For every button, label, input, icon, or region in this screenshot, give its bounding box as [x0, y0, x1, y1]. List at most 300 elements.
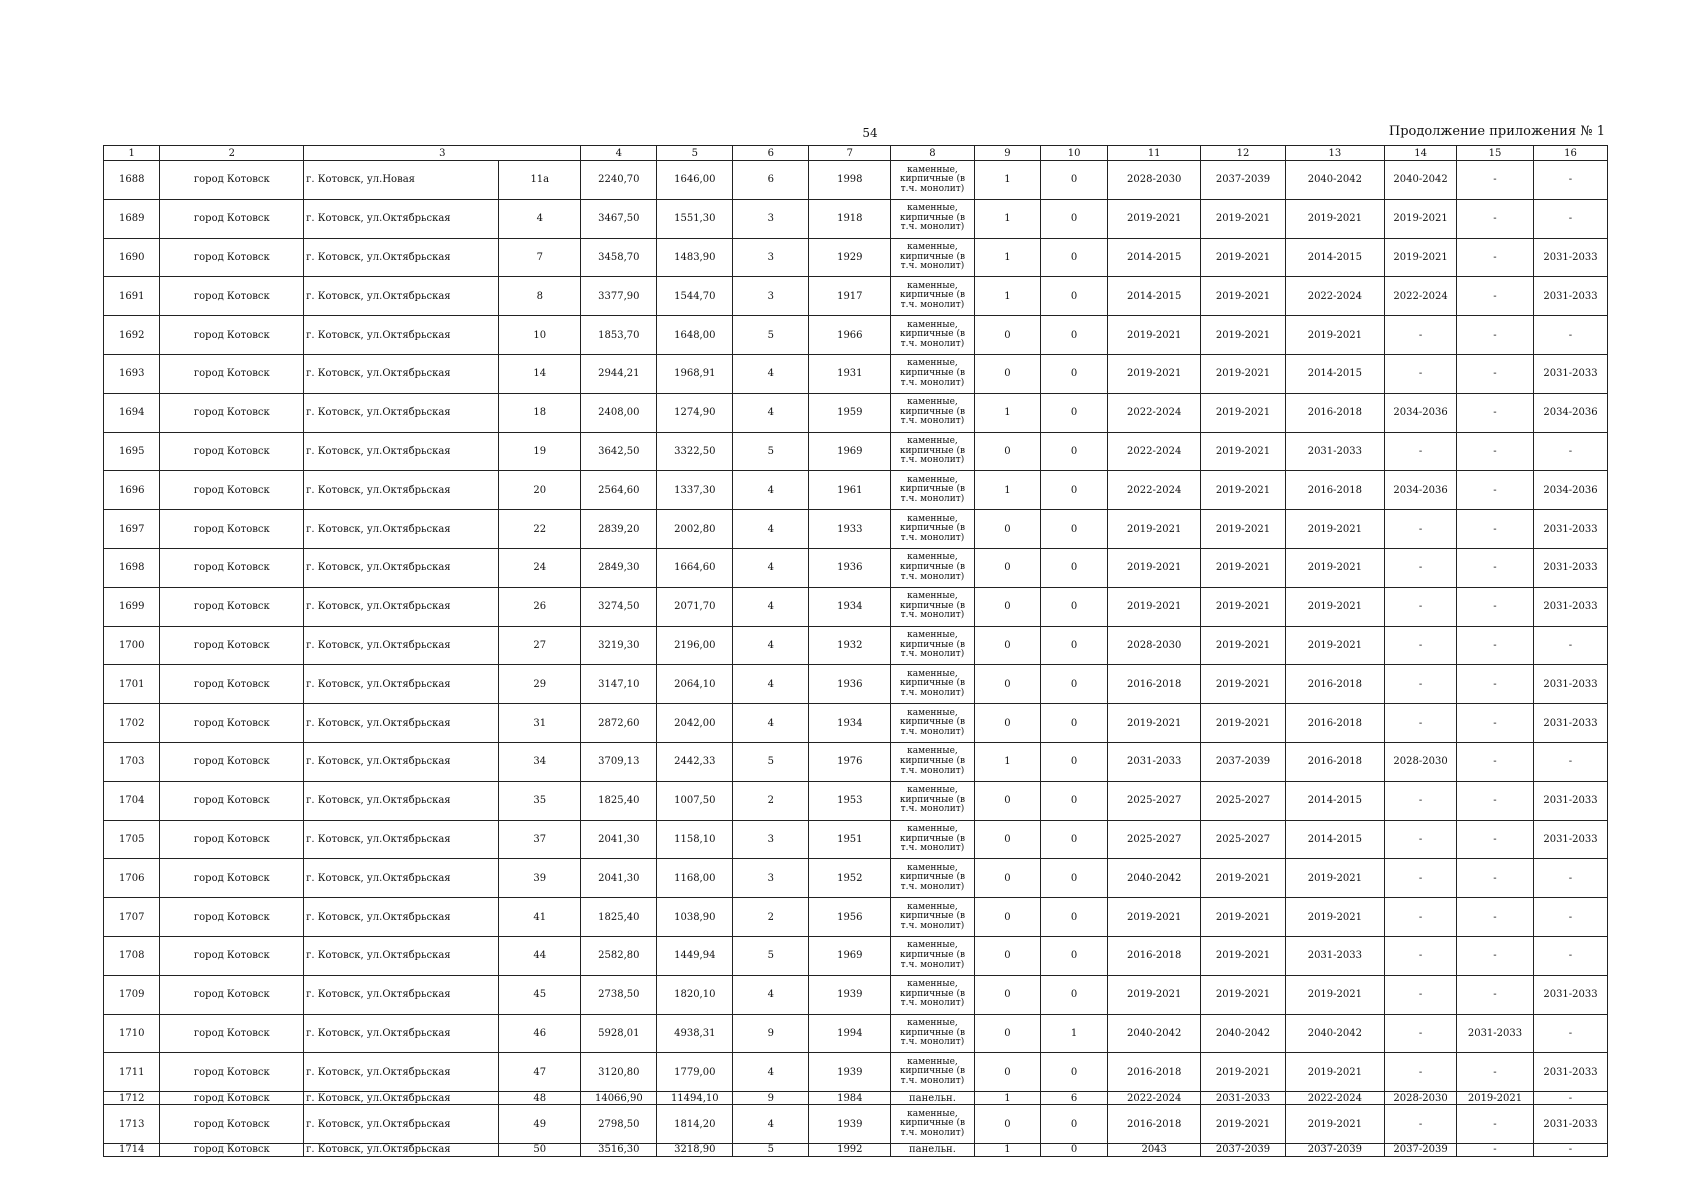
- column-header-15: 15: [1457, 146, 1534, 161]
- cell-c14: 2040-2042: [1385, 161, 1457, 200]
- cell-c1: 1706: [104, 859, 160, 898]
- table-row: [104, 975, 1608, 1014]
- cell-c11: 2019-2021: [1107, 354, 1200, 393]
- cell-c1: 1704: [104, 781, 160, 820]
- cell-c1: 1697: [104, 510, 160, 549]
- cell-c6: 4: [733, 975, 809, 1014]
- cell-c1: 1698: [104, 548, 160, 587]
- cell-c9: 0: [974, 936, 1041, 975]
- cell-c9: 1: [974, 161, 1041, 200]
- cell-c3b: 44: [499, 936, 581, 975]
- cell-c3a: г. Котовск, ул.Октябрьская: [304, 587, 499, 626]
- cell-c3a: г. Котовск, ул.Октябрьская: [304, 1105, 499, 1144]
- cell-c3a: г. Котовск, ул.Октябрьская: [304, 238, 499, 277]
- cell-c4: 2849,30: [581, 548, 657, 587]
- cell-c3a: г. Котовск, ул.Октябрьская: [304, 1014, 499, 1053]
- cell-c11: 2019-2021: [1107, 316, 1200, 355]
- cell-c11: 2022-2024: [1107, 1092, 1200, 1105]
- cell-c14: 2022-2024: [1385, 277, 1457, 316]
- cell-c8: каменные, кирпичные (в т.ч. монолит): [891, 548, 974, 587]
- cell-c14: -: [1385, 859, 1457, 898]
- housing-table: [103, 145, 1608, 1157]
- cell-c16: -: [1533, 859, 1607, 898]
- cell-c1: 1691: [104, 277, 160, 316]
- cell-c8: каменные, кирпичные (в т.ч. монолит): [891, 432, 974, 471]
- cell-c2: город Котовск: [160, 1053, 304, 1092]
- cell-c13: 2016-2018: [1285, 704, 1385, 743]
- cell-c6: 4: [733, 704, 809, 743]
- cell-c15: -: [1457, 548, 1534, 587]
- cell-c5: 3322,50: [657, 432, 733, 471]
- cell-c15: -: [1457, 704, 1534, 743]
- cell-c3a: г. Котовск, ул.Октябрьская: [304, 1053, 499, 1092]
- cell-c16: 2031-2033: [1533, 1105, 1607, 1144]
- cell-c15: -: [1457, 1053, 1534, 1092]
- cell-c8: каменные, кирпичные (в т.ч. монолит): [891, 277, 974, 316]
- cell-c16: -: [1533, 1143, 1607, 1156]
- cell-c8: каменные, кирпичные (в т.ч. монолит): [891, 936, 974, 975]
- cell-c15: -: [1457, 975, 1534, 1014]
- cell-c11: 2019-2021: [1107, 704, 1200, 743]
- cell-c11: 2028-2030: [1107, 161, 1200, 200]
- cell-c7: 1932: [809, 626, 891, 665]
- cell-c7: 1966: [809, 316, 891, 355]
- cell-c14: -: [1385, 587, 1457, 626]
- table-row: [104, 820, 1608, 859]
- cell-c2: город Котовск: [160, 975, 304, 1014]
- cell-c10: 0: [1041, 587, 1108, 626]
- cell-c7: 1939: [809, 1105, 891, 1144]
- cell-c15: -: [1457, 742, 1534, 781]
- cell-c14: -: [1385, 898, 1457, 937]
- cell-c4: 2240,70: [581, 161, 657, 200]
- cell-c4: 3467,50: [581, 199, 657, 238]
- cell-c10: 0: [1041, 820, 1108, 859]
- cell-c10: 0: [1041, 1143, 1108, 1156]
- cell-c10: 1: [1041, 1014, 1108, 1053]
- cell-c16: -: [1533, 199, 1607, 238]
- cell-c13: 2016-2018: [1285, 742, 1385, 781]
- cell-c13: 2016-2018: [1285, 471, 1385, 510]
- cell-c10: 0: [1041, 354, 1108, 393]
- cell-c5: 2442,33: [657, 742, 733, 781]
- cell-c16: 2031-2033: [1533, 1053, 1607, 1092]
- cell-c14: -: [1385, 704, 1457, 743]
- cell-c11: 2016-2018: [1107, 1105, 1200, 1144]
- cell-c1: 1707: [104, 898, 160, 937]
- cell-c3b: 26: [499, 587, 581, 626]
- column-header-8: 8: [891, 146, 974, 161]
- cell-c5: 1483,90: [657, 238, 733, 277]
- cell-c2: город Котовск: [160, 587, 304, 626]
- cell-c16: -: [1533, 742, 1607, 781]
- cell-c1: 1710: [104, 1014, 160, 1053]
- cell-c16: 2031-2033: [1533, 975, 1607, 1014]
- cell-c4: 14066,90: [581, 1092, 657, 1105]
- cell-c5: 2196,00: [657, 626, 733, 665]
- cell-c12: 2019-2021: [1201, 316, 1285, 355]
- cell-c16: 2031-2033: [1533, 238, 1607, 277]
- column-header-12: 12: [1201, 146, 1285, 161]
- cell-c11: 2016-2018: [1107, 665, 1200, 704]
- cell-c14: 2028-2030: [1385, 1092, 1457, 1105]
- cell-c6: 3: [733, 820, 809, 859]
- cell-c10: 0: [1041, 665, 1108, 704]
- cell-c3a: г. Котовск, ул.Октябрьская: [304, 354, 499, 393]
- cell-c16: 2034-2036: [1533, 471, 1607, 510]
- cell-c16: -: [1533, 898, 1607, 937]
- cell-c4: 1825,40: [581, 898, 657, 937]
- cell-c6: 2: [733, 781, 809, 820]
- table-row: [104, 587, 1608, 626]
- cell-c6: 4: [733, 510, 809, 549]
- cell-c13: 2019-2021: [1285, 316, 1385, 355]
- cell-c10: 0: [1041, 393, 1108, 432]
- cell-c10: 0: [1041, 432, 1108, 471]
- cell-c14: 2019-2021: [1385, 238, 1457, 277]
- cell-c12: 2019-2021: [1201, 199, 1285, 238]
- table-row: [104, 432, 1608, 471]
- column-header-1: 1: [104, 146, 160, 161]
- cell-c5: 1544,70: [657, 277, 733, 316]
- cell-c1: 1690: [104, 238, 160, 277]
- cell-c15: -: [1457, 471, 1534, 510]
- cell-c8: каменные, кирпичные (в т.ч. монолит): [891, 898, 974, 937]
- cell-c8: каменные, кирпичные (в т.ч. монолит): [891, 1053, 974, 1092]
- cell-c3b: 49: [499, 1105, 581, 1144]
- cell-c6: 4: [733, 548, 809, 587]
- cell-c15: -: [1457, 898, 1534, 937]
- cell-c2: город Котовск: [160, 859, 304, 898]
- cell-c3b: 19: [499, 432, 581, 471]
- cell-c3b: 50: [499, 1143, 581, 1156]
- table-row: [104, 742, 1608, 781]
- cell-c12: 2019-2021: [1201, 704, 1285, 743]
- cell-c11: 2016-2018: [1107, 936, 1200, 975]
- cell-c6: 2: [733, 898, 809, 937]
- cell-c11: 2019-2021: [1107, 199, 1200, 238]
- cell-c7: 1998: [809, 161, 891, 200]
- cell-c16: -: [1533, 432, 1607, 471]
- cell-c10: 0: [1041, 626, 1108, 665]
- cell-c1: 1701: [104, 665, 160, 704]
- cell-c3a: г. Котовск, ул.Октябрьская: [304, 277, 499, 316]
- cell-c1: 1708: [104, 936, 160, 975]
- cell-c3b: 24: [499, 548, 581, 587]
- cell-c1: 1688: [104, 161, 160, 200]
- cell-c3a: г. Котовск, ул.Октябрьская: [304, 704, 499, 743]
- cell-c3b: 8: [499, 277, 581, 316]
- cell-c7: 1936: [809, 665, 891, 704]
- cell-c2: город Котовск: [160, 316, 304, 355]
- cell-c1: 1711: [104, 1053, 160, 1092]
- column-header-14: 14: [1385, 146, 1457, 161]
- cell-c9: 1: [974, 238, 1041, 277]
- cell-c10: 0: [1041, 238, 1108, 277]
- cell-c5: 1646,00: [657, 161, 733, 200]
- cell-c13: 2019-2021: [1285, 626, 1385, 665]
- cell-c4: 3219,30: [581, 626, 657, 665]
- cell-c16: 2031-2033: [1533, 665, 1607, 704]
- cell-c11: 2019-2021: [1107, 898, 1200, 937]
- cell-c1: 1705: [104, 820, 160, 859]
- cell-c9: 0: [974, 626, 1041, 665]
- cell-c3a: г. Котовск, ул.Октябрьская: [304, 316, 499, 355]
- cell-c1: 1703: [104, 742, 160, 781]
- cell-c13: 2014-2015: [1285, 820, 1385, 859]
- cell-c12: 2037-2039: [1201, 1143, 1285, 1156]
- cell-c12: 2019-2021: [1201, 859, 1285, 898]
- cell-c14: -: [1385, 316, 1457, 355]
- cell-c13: 2014-2015: [1285, 354, 1385, 393]
- cell-c14: -: [1385, 354, 1457, 393]
- cell-c12: 2019-2021: [1201, 510, 1285, 549]
- cell-c11: 2019-2021: [1107, 587, 1200, 626]
- column-number-header: [104, 146, 1608, 161]
- cell-c8: каменные, кирпичные (в т.ч. монолит): [891, 1014, 974, 1053]
- table-row: [104, 626, 1608, 665]
- cell-c11: 2016-2018: [1107, 1053, 1200, 1092]
- cell-c2: город Котовск: [160, 510, 304, 549]
- cell-c7: 1933: [809, 510, 891, 549]
- cell-c14: -: [1385, 626, 1457, 665]
- table-row: [104, 1053, 1608, 1092]
- cell-c2: город Котовск: [160, 1143, 304, 1156]
- cell-c4: 3274,50: [581, 587, 657, 626]
- cell-c14: -: [1385, 820, 1457, 859]
- cell-c11: 2043: [1107, 1143, 1200, 1156]
- cell-c6: 3: [733, 277, 809, 316]
- cell-c2: город Котовск: [160, 665, 304, 704]
- cell-c15: -: [1457, 820, 1534, 859]
- cell-c14: -: [1385, 1053, 1457, 1092]
- column-header-2: 2: [160, 146, 304, 161]
- cell-c13: 2022-2024: [1285, 277, 1385, 316]
- cell-c13: 2019-2021: [1285, 199, 1385, 238]
- cell-c12: 2019-2021: [1201, 665, 1285, 704]
- cell-c2: город Котовск: [160, 277, 304, 316]
- cell-c10: 0: [1041, 936, 1108, 975]
- column-header-13: 13: [1285, 146, 1385, 161]
- cell-c16: 2031-2033: [1533, 587, 1607, 626]
- cell-c8: каменные, кирпичные (в т.ч. монолит): [891, 471, 974, 510]
- cell-c13: 2022-2024: [1285, 1092, 1385, 1105]
- cell-c14: -: [1385, 1014, 1457, 1053]
- cell-c1: 1695: [104, 432, 160, 471]
- table-row: [104, 161, 1608, 200]
- cell-c6: 5: [733, 432, 809, 471]
- cell-c4: 3120,80: [581, 1053, 657, 1092]
- cell-c2: город Котовск: [160, 161, 304, 200]
- cell-c3a: г. Котовск, ул.Октябрьская: [304, 1092, 499, 1105]
- cell-c13: 2040-2042: [1285, 161, 1385, 200]
- cell-c9: 0: [974, 975, 1041, 1014]
- cell-c7: 1976: [809, 742, 891, 781]
- cell-c12: 2019-2021: [1201, 432, 1285, 471]
- cell-c15: -: [1457, 1143, 1534, 1156]
- cell-c15: -: [1457, 665, 1534, 704]
- cell-c14: -: [1385, 548, 1457, 587]
- cell-c3b: 22: [499, 510, 581, 549]
- table-row: [104, 316, 1608, 355]
- cell-c3a: г. Котовск, ул.Октябрьская: [304, 199, 499, 238]
- cell-c9: 0: [974, 510, 1041, 549]
- cell-c7: 1929: [809, 238, 891, 277]
- cell-c13: 2016-2018: [1285, 665, 1385, 704]
- cell-c8: панельн.: [891, 1143, 974, 1156]
- cell-c1: 1712: [104, 1092, 160, 1105]
- cell-c9: 1: [974, 393, 1041, 432]
- cell-c12: 2025-2027: [1201, 820, 1285, 859]
- cell-c6: 9: [733, 1092, 809, 1105]
- table-row: [104, 859, 1608, 898]
- cell-c5: 1648,00: [657, 316, 733, 355]
- cell-c1: 1689: [104, 199, 160, 238]
- cell-c12: 2019-2021: [1201, 626, 1285, 665]
- table-row: [104, 1105, 1608, 1144]
- cell-c14: -: [1385, 1105, 1457, 1144]
- cell-c10: 0: [1041, 161, 1108, 200]
- cell-c3a: г. Котовск, ул.Октябрьская: [304, 432, 499, 471]
- cell-c6: 3: [733, 238, 809, 277]
- cell-c13: 2019-2021: [1285, 548, 1385, 587]
- cell-c4: 1853,70: [581, 316, 657, 355]
- cell-c1: 1713: [104, 1105, 160, 1144]
- cell-c3a: г. Котовск, ул.Новая: [304, 161, 499, 200]
- cell-c9: 1: [974, 471, 1041, 510]
- table-row: [104, 1014, 1608, 1053]
- table-row: [104, 548, 1608, 587]
- cell-c9: 0: [974, 1105, 1041, 1144]
- cell-c3a: г. Котовск, ул.Октябрьская: [304, 975, 499, 1014]
- cell-c1: 1696: [104, 471, 160, 510]
- cell-c3a: г. Котовск, ул.Октябрьская: [304, 742, 499, 781]
- cell-c1: 1694: [104, 393, 160, 432]
- table-row: [104, 471, 1608, 510]
- cell-c16: 2034-2036: [1533, 393, 1607, 432]
- cell-c15: 2031-2033: [1457, 1014, 1534, 1053]
- cell-c9: 1: [974, 277, 1041, 316]
- cell-c5: 1968,91: [657, 354, 733, 393]
- cell-c3b: 10: [499, 316, 581, 355]
- cell-c12: 2037-2039: [1201, 742, 1285, 781]
- cell-c7: 1934: [809, 704, 891, 743]
- cell-c4: 2041,30: [581, 859, 657, 898]
- column-header-9: 9: [974, 146, 1041, 161]
- cell-c13: 2019-2021: [1285, 859, 1385, 898]
- cell-c9: 0: [974, 704, 1041, 743]
- cell-c16: 2031-2033: [1533, 548, 1607, 587]
- cell-c5: 1168,00: [657, 859, 733, 898]
- cell-c9: 0: [974, 781, 1041, 820]
- cell-c9: 1: [974, 742, 1041, 781]
- cell-c12: 2019-2021: [1201, 277, 1285, 316]
- cell-c3b: 35: [499, 781, 581, 820]
- cell-c2: город Котовск: [160, 898, 304, 937]
- cell-c11: 2028-2030: [1107, 626, 1200, 665]
- cell-c2: город Котовск: [160, 742, 304, 781]
- cell-c8: каменные, кирпичные (в т.ч. монолит): [891, 742, 974, 781]
- cell-c2: город Котовск: [160, 1105, 304, 1144]
- cell-c9: 0: [974, 354, 1041, 393]
- cell-c3b: 11а: [499, 161, 581, 200]
- cell-c5: 1779,00: [657, 1053, 733, 1092]
- cell-c15: -: [1457, 510, 1534, 549]
- cell-c16: 2031-2033: [1533, 704, 1607, 743]
- cell-c7: 1917: [809, 277, 891, 316]
- cell-c6: 5: [733, 936, 809, 975]
- cell-c12: 2019-2021: [1201, 1053, 1285, 1092]
- table-row: [104, 704, 1608, 743]
- cell-c5: 2071,70: [657, 587, 733, 626]
- cell-c10: 0: [1041, 510, 1108, 549]
- cell-c4: 3458,70: [581, 238, 657, 277]
- cell-c9: 0: [974, 859, 1041, 898]
- cell-c16: -: [1533, 316, 1607, 355]
- cell-c6: 5: [733, 742, 809, 781]
- cell-c12: 2019-2021: [1201, 1105, 1285, 1144]
- table-row: [104, 199, 1608, 238]
- cell-c1: 1693: [104, 354, 160, 393]
- cell-c13: 2019-2021: [1285, 587, 1385, 626]
- cell-c6: 3: [733, 199, 809, 238]
- cell-c6: 5: [733, 1143, 809, 1156]
- cell-c3a: г. Котовск, ул.Октябрьская: [304, 781, 499, 820]
- cell-c14: -: [1385, 936, 1457, 975]
- cell-c8: каменные, кирпичные (в т.ч. монолит): [891, 316, 974, 355]
- cell-c3a: г. Котовск, ул.Октябрьская: [304, 820, 499, 859]
- cell-c1: 1702: [104, 704, 160, 743]
- cell-c14: -: [1385, 781, 1457, 820]
- cell-c3a: г. Котовск, ул.Октябрьская: [304, 393, 499, 432]
- cell-c7: 1984: [809, 1092, 891, 1105]
- cell-c15: -: [1457, 936, 1534, 975]
- cell-c3a: г. Котовск, ул.Октябрьская: [304, 936, 499, 975]
- cell-c11: 2014-2015: [1107, 238, 1200, 277]
- cell-c5: 1274,90: [657, 393, 733, 432]
- cell-c14: -: [1385, 432, 1457, 471]
- cell-c7: 1961: [809, 471, 891, 510]
- cell-c3b: 39: [499, 859, 581, 898]
- cell-c15: -: [1457, 161, 1534, 200]
- cell-c5: 1158,10: [657, 820, 733, 859]
- cell-c8: каменные, кирпичные (в т.ч. монолит): [891, 510, 974, 549]
- cell-c10: 0: [1041, 859, 1108, 898]
- cell-c9: 1: [974, 1092, 1041, 1105]
- cell-c5: 2064,10: [657, 665, 733, 704]
- cell-c2: город Котовск: [160, 936, 304, 975]
- cell-c10: 0: [1041, 1105, 1108, 1144]
- cell-c12: 2025-2027: [1201, 781, 1285, 820]
- cell-c15: -: [1457, 1105, 1534, 1144]
- cell-c3b: 27: [499, 626, 581, 665]
- cell-c13: 2019-2021: [1285, 898, 1385, 937]
- cell-c10: 0: [1041, 548, 1108, 587]
- table-row: [104, 1143, 1608, 1156]
- cell-c9: 0: [974, 1053, 1041, 1092]
- cell-c5: 1820,10: [657, 975, 733, 1014]
- cell-c8: каменные, кирпичные (в т.ч. монолит): [891, 781, 974, 820]
- cell-c3b: 7: [499, 238, 581, 277]
- cell-c4: 2944,21: [581, 354, 657, 393]
- cell-c3a: г. Котовск, ул.Октябрьская: [304, 510, 499, 549]
- cell-c15: 2019-2021: [1457, 1092, 1534, 1105]
- cell-c6: 9: [733, 1014, 809, 1053]
- column-header-10: 10: [1041, 146, 1108, 161]
- cell-c6: 4: [733, 1105, 809, 1144]
- cell-c5: 1038,90: [657, 898, 733, 937]
- table-row: [104, 781, 1608, 820]
